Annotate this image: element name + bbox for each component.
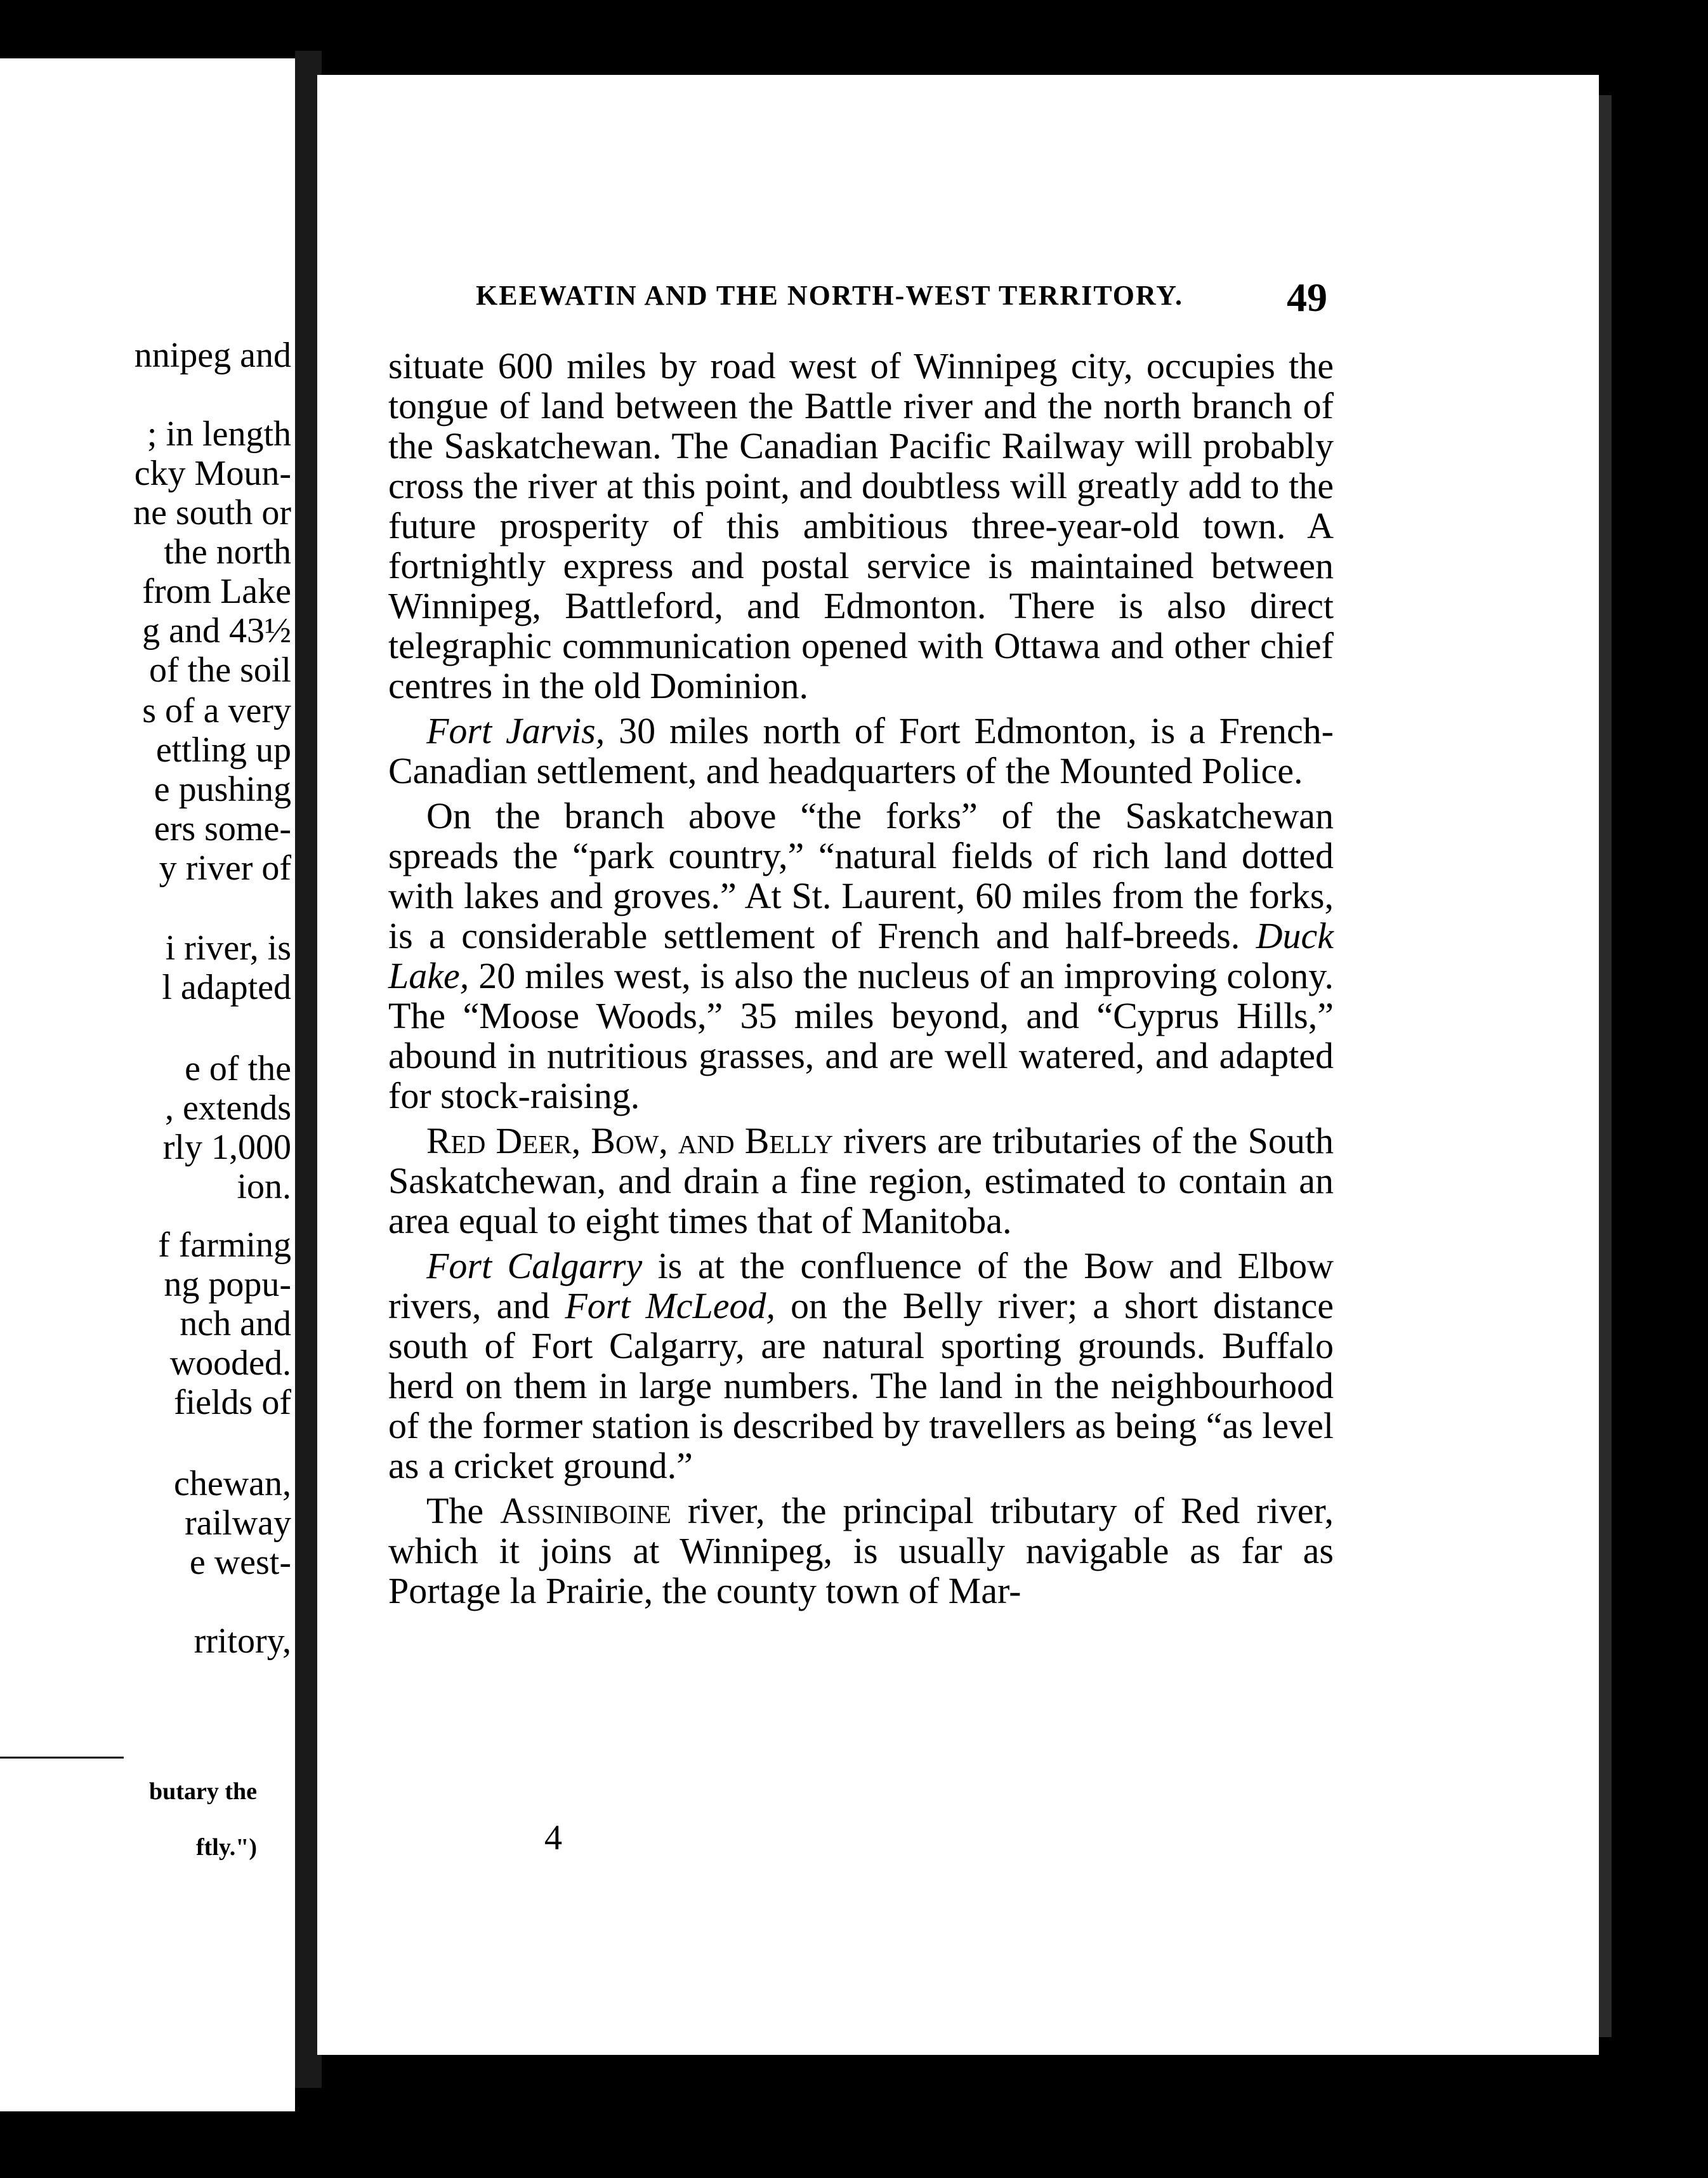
left-page-line: ettling up xyxy=(155,730,291,770)
paragraph-text: river, the principal tributary of Red river, which it joins at Winnipeg, is usually navigable as far as Portage la Prairie, the county town of Mar- xyxy=(388,1490,1334,1611)
paragraph xyxy=(388,1491,1334,1611)
running-header: KEEWATIN AND THE NORTH-WEST TERRITORY. xyxy=(476,280,1183,311)
left-page-line: e west- xyxy=(189,1543,291,1582)
left-page-line: ne south or xyxy=(133,493,291,532)
left-page-line: ; in length xyxy=(147,414,291,454)
left-page-line: railway xyxy=(185,1503,291,1543)
left-page-line: , extends xyxy=(164,1088,291,1128)
place-name: Fort Calgarry xyxy=(426,1245,643,1286)
left-page-line: l adapted xyxy=(162,968,291,1007)
paragraph xyxy=(388,796,1334,1116)
paragraph xyxy=(388,346,1334,706)
left-page-line: i river, is xyxy=(165,928,291,968)
paragraph-text: On the branch above “the forks” of the Saskatchewan spreads the “park country,” “natural fields of rich land dotted with lakes and groves.” At St. Laurent, 60 miles from the forks, is a considerable settlement of French and half-breeds. xyxy=(388,795,1334,956)
left-page-footnote: ftly.") xyxy=(195,1834,257,1861)
paragraph-text: is at the confluence of the Bow and Elbow rivers, and xyxy=(388,1245,1334,1326)
paragraph-text: 20 miles west, is also the nucleus of an improving colony. The “Moose Woods,” 35 miles beyond, and “Cyprus Hills,” abound in nutritious grasses, and are well watered, and adapted for stock-raising. xyxy=(388,955,1334,1116)
paragraph-text: 30 miles north of Fort Edmonton, is a French-Canadian settlement, and headquarters of the Mounted Police. xyxy=(388,710,1334,791)
place-name: Fort McLeod, xyxy=(565,1285,776,1326)
paragraph-text: The xyxy=(426,1490,501,1531)
paragraph xyxy=(388,711,1334,791)
left-page-line: the north xyxy=(164,532,291,572)
river-names: Red Deer, Bow, and Belly xyxy=(426,1120,834,1161)
paragraph-text: situate 600 miles by road west of Winnipeg city, occupies the tongue of land between the Battle river and the north branch of the Saskatchewan. The Canadian Pacific Railway will probably cross the river at this point, and doubtless will greatly add to the future prosperity of this ambitious three-year-old town. A fortnightly express and postal service is maintained between Winnipeg, Battleford, and Edmonton. There is also direct telegraphic communication opened with Ottawa and other chief centres in the old Dominion. xyxy=(388,345,1334,706)
left-page-line: rly 1,000 xyxy=(162,1128,291,1167)
left-page-line: fields of xyxy=(173,1383,291,1422)
left-page-line: rritory, xyxy=(194,1621,291,1661)
left-page-line: f farming xyxy=(158,1225,291,1265)
left-page-line: nnipeg and xyxy=(134,336,291,375)
left-page-line: from Lake xyxy=(142,572,291,611)
river-name: Assiniboine xyxy=(500,1490,671,1531)
left-page-line: s of a very xyxy=(142,691,291,730)
paragraph-text: rivers are tributaries of the South Saskatchewan, and drain a fine region, estimated to contain an area equal to eight times that of Manitoba. xyxy=(388,1120,1334,1241)
page-body xyxy=(388,346,1334,1616)
left-page-line: e pushing xyxy=(154,770,291,809)
left-page-line: nch and xyxy=(180,1304,291,1343)
left-page-line: e of the xyxy=(185,1049,291,1088)
place-name: Duck Lake, xyxy=(388,915,1334,996)
left-page-line: ng popu- xyxy=(164,1265,291,1304)
place-name: Fort Jarvis, xyxy=(426,710,605,751)
page-number: 49 xyxy=(1287,275,1327,320)
paragraph-text: on the Belly river; a short distance south of Fort Calgarry, are natural sporting grounds. Buffalo herd on them in large numbers. The land in the neighbourhood of the former station is described by travellers as being “as level as a cricket ground.” xyxy=(388,1285,1334,1486)
left-page-line: y river of xyxy=(159,848,291,888)
left-page-line: ers some- xyxy=(154,809,291,848)
signature-mark: 4 xyxy=(544,1818,562,1858)
left-page-line: cky Moun- xyxy=(134,454,291,493)
left-page-line: of the soil xyxy=(149,650,291,690)
footnote-rule xyxy=(0,1757,124,1759)
left-page-footnote: butary the xyxy=(149,1778,257,1805)
paragraph xyxy=(388,1121,1334,1241)
left-page-line: chewan, xyxy=(173,1464,291,1503)
previous-page xyxy=(0,58,295,2111)
paragraph xyxy=(388,1246,1334,1486)
left-page-line: ion. xyxy=(237,1167,291,1206)
left-page-line: wooded. xyxy=(169,1343,291,1383)
left-page-line: g and 43½ xyxy=(142,611,291,650)
